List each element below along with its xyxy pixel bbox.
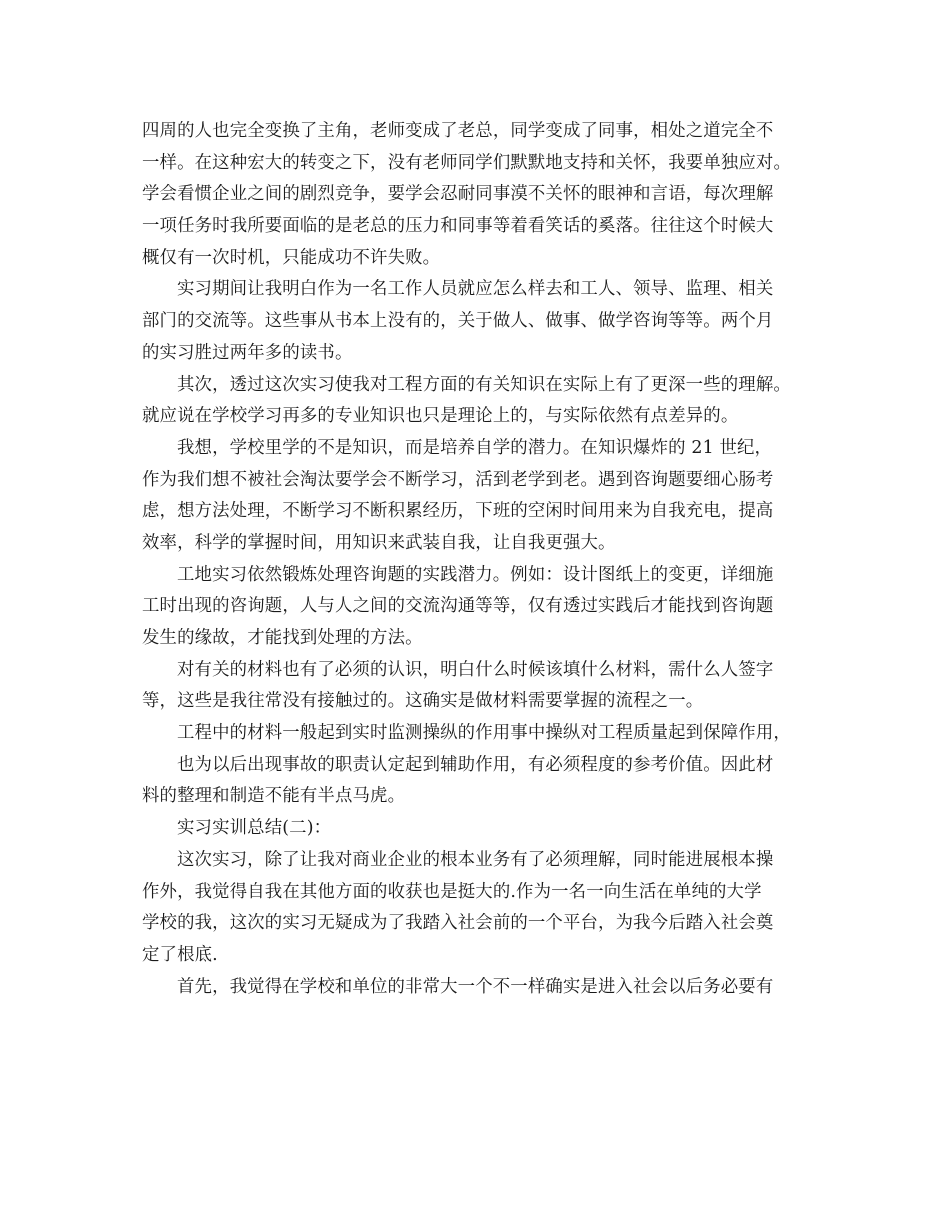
text-line: 实习期间让我明白作为一名工作人员就应怎么样去和工人、领导、监理、相关 [177, 279, 774, 300]
text-line: 其次，透过这次实习使我对工程方面的有关知识在实际上有了更深一些的理解。 [177, 374, 791, 395]
text-line: 也为以后出现事故的职责认定起到辅助作用，有必须程度的参考价值。因此材 [177, 754, 774, 775]
text-line: 学会看惯企业之间的剧烈竞争，要学会忍耐同事漠不关怀的眼神和言语，每次理解 [142, 184, 774, 205]
text-line: 工地实习依然锻炼处理咨询题的实践潜力。例如：设计图纸上的变更，详细施 [177, 564, 774, 585]
text-line: 工时出现的咨询题，人与人之间的交流沟通等等，仅有透过实践后才能找到咨询题 [142, 596, 774, 617]
text-line: 部门的交流等。这些事从书本上没有的，关于做人、做事、做学咨询等等。两个月 [142, 311, 774, 332]
text-line: 效率，科学的掌握时间，用知识来武装自我，让自我更强大。 [142, 532, 616, 553]
text-line: 定了根底. [142, 944, 218, 965]
section-heading: 实习实训总结(二)： [177, 818, 332, 839]
text-line: 作外，我觉得自我在其他方面的收获也是挺大的.作为一名一向生活在单纯的大学 [142, 881, 762, 902]
text-line: 工程中的材料一般起到实时监测操纵的作用事中操纵对工程质量起到保障作用， [177, 723, 791, 744]
text-line: 概仅有一次时机，只能成功不许失败。 [142, 247, 441, 268]
text-line: 料的整理和制造不能有半点马虎。 [142, 786, 406, 807]
text-line: 虑，想方法处理，不断学习不断积累经历，下班的空闲时间用来为自我充电，提高 [142, 501, 774, 522]
text-line: 就应说在学校学习再多的专业知识也只是理论上的，与实际依然有点差异的。 [142, 406, 739, 427]
text-line: 对有关的材料也有了必须的认识，明白什么时候该填什么材料，需什么人签字 [177, 659, 774, 680]
text-line: 首先，我觉得在学校和单位的非常大一个不一样确实是进入社会以后务必要有 [177, 976, 774, 997]
text-line: 发生的缘故，才能找到处理的方法。 [142, 628, 423, 648]
text-line: 一样。在这种宏大的转变之下，没有老师同学们默默地支持和关怀，我要单独应对。 [142, 152, 792, 173]
text-line: 的实习胜过两年多的读书。 [142, 342, 353, 363]
text-line: 四周的人也完全变换了主角，老师变成了老总，同学变成了同事，相处之道完全不 [142, 121, 774, 141]
text-line: 等，这些是我往常没有接触过的。这确实是做材料需要掌握的流程之一。 [142, 691, 704, 712]
text-line: 我想，学校里学的不是知识，而是培养自学的潜力。在知识爆炸的 21 世纪， [177, 437, 773, 458]
text-line: 这次实习，除了让我对商业企业的根本业务有了必须理解，同时能进展根本操 [177, 849, 774, 870]
text-line: 一项任务时我所要面临的是老总的压力和同事等着看笑话的奚落。往往这个时候大 [142, 216, 774, 237]
text-line: 作为我们想不被社会淘汰要学会不断学习，活到老学到老。遇到咨询题要细心肠考 [142, 469, 774, 490]
text-line: 学校的我，这次的实习无疑成为了我踏入社会前的一个平台，为我今后踏入社会奠 [142, 913, 774, 934]
body-text [142, 116, 822, 1003]
